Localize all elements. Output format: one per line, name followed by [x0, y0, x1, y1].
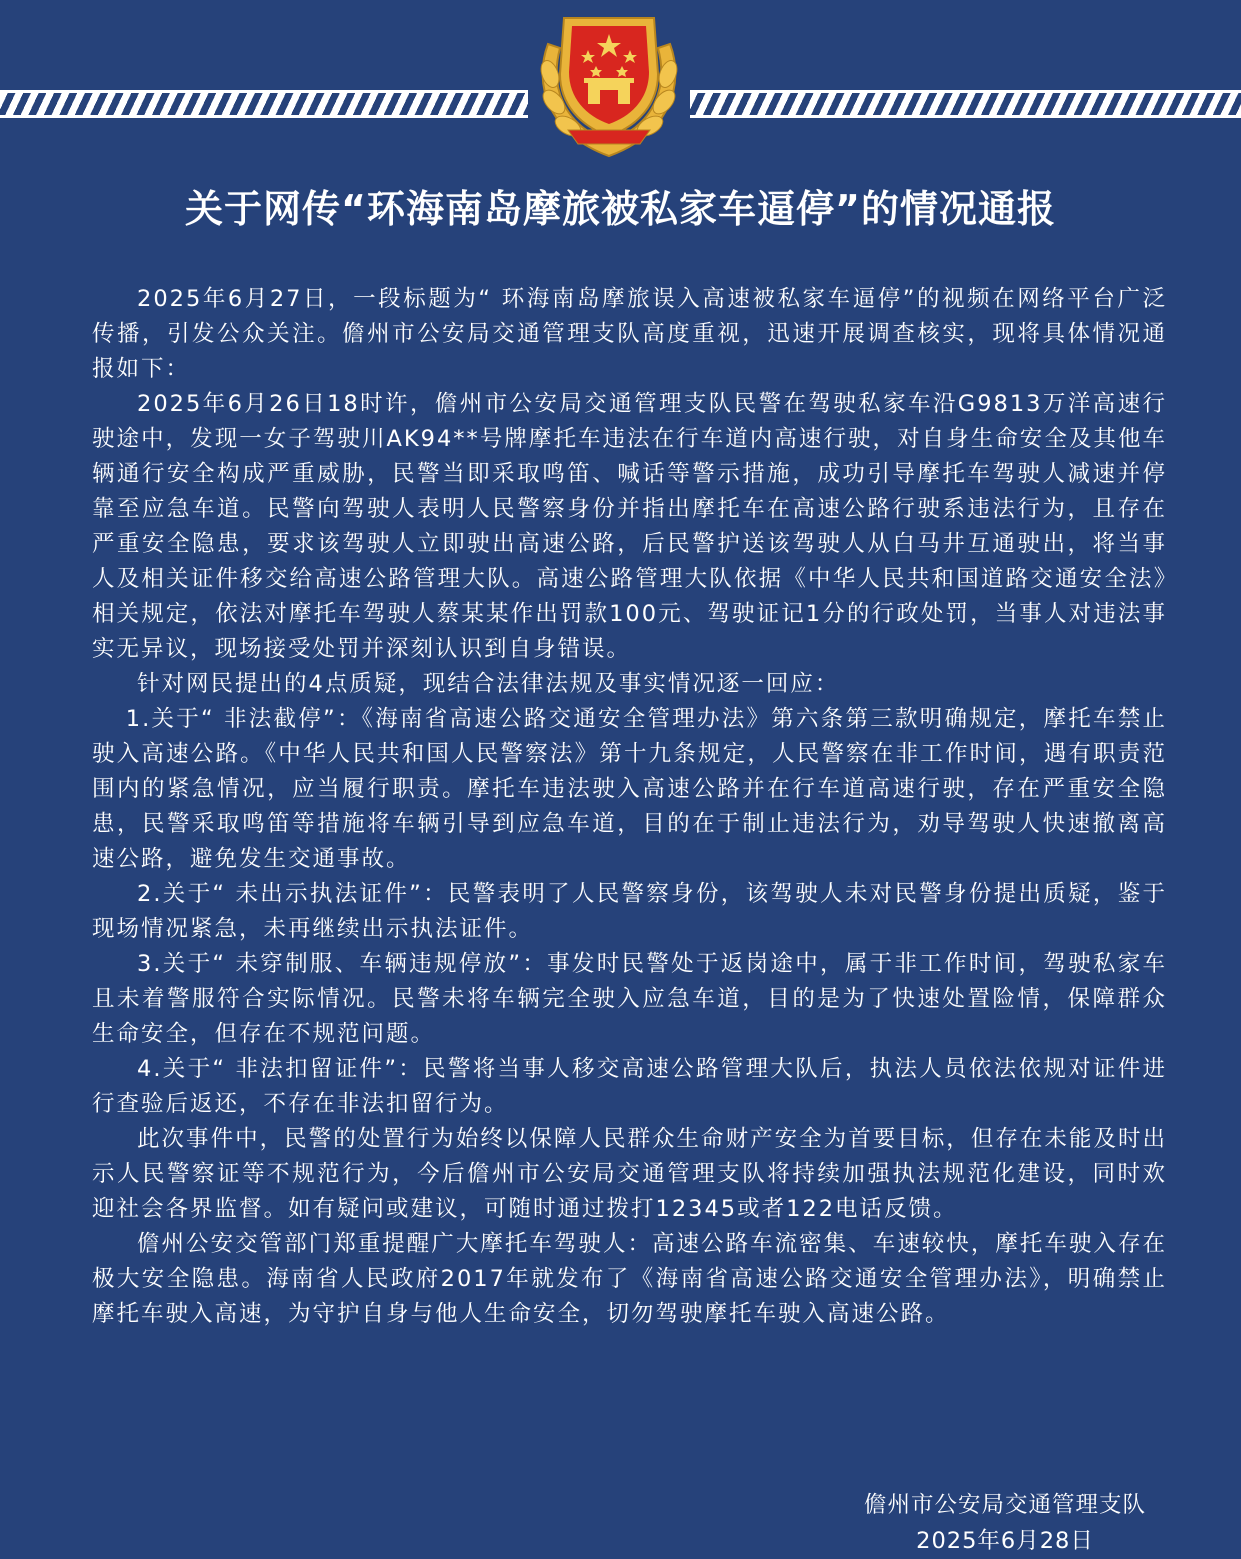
- page-title: 关于网传“环海南岛摩旅被私家车逼停”的情况通报: [185, 187, 1056, 231]
- signature-date: 2025年6月28日: [916, 1528, 1094, 1554]
- decorative-band-right: [690, 90, 1241, 118]
- response-item-4: 4.关于“ 非法扣留证件”：民警将当事人移交高速公路管理大队后，执法人员依法依规对证件进行查验后返还，不存在非法扣留行为。: [92, 1056, 1167, 1117]
- paragraph-reminder: 儋州公安交管部门郑重提醒广大摩托车驾驶人：高速公路车流密集、车速较快，摩托车驶入存在极大安全隐患。海南省人民政府2017年就发布了《海南省高速公路交通安全管理办法》，明确禁止摩托车驶入高速，为守护自身与他人生命安全，切勿驾驶摩托车驶入高速公路。: [92, 1231, 1167, 1327]
- police-emblem-icon: [528, 4, 690, 162]
- notice-body: [92, 282, 1167, 1332]
- paragraph-intro: 2025年6月27日，一段标题为“ 环海南岛摩旅误入高速被私家车逼停”的视频在网络平台广泛传播，引发公众关注。儋州市公安局交通管理支队高度重视，迅速开展调查核实，现将具体情况通报如下：: [92, 286, 1167, 382]
- signature-org: 儋州市公安局交通管理支队: [863, 1492, 1146, 1518]
- signature-block: [864, 1487, 1146, 1559]
- response-item-2: 2.关于“ 未出示执法证件”：民警表明了人民警察身份，该驾驶人未对民警身份提出质疑，鉴于现场情况紧急，未再继续出示执法证件。: [92, 881, 1167, 942]
- response-item-1: 1.关于“ 非法截停”：《海南省高速公路交通安全管理办法》第六条第三款明确规定，摩托车禁止驶入高速公路。《中华人民共和国人民警察法》第十九条规定，人民警察在非工作时间，遇有职责范围内的紧急情况，应当履行职责。摩托车违法驶入高速公路并在行车道高速行驶，存在严重安全隐患，民警采取鸣笛等措施将车辆引导到应急车道，目的在于制止违法行为，劝导驾驶人快速撤离高速公路，避免发生交通事故。: [92, 706, 1167, 872]
- response-item-3: 3.关于“ 未穿制服、车辆违规停放”：事发时民警处于返岗途中，属于非工作时间，驾驶私家车且未着警服符合实际情况。民警未将车辆完全驶入应急车道，目的是为了快速处置险情，保障群众生命安全，但存在不规范问题。: [92, 951, 1167, 1047]
- paragraph-incident: 2025年6月26日18时许，儋州市公安局交通管理支队民警在驾驶私家车沿G9813万洋高速行驶途中，发现一女子驾驶川AK94**号牌摩托车违法在行车道内高速行驶，对自身生命安全及其他车辆通行安全构成严重威胁，民警当即采取鸣笛、喊话等警示措施，成功引导摩托车驾驶人减速并停靠至应急车道。民警向驾驶人表明人民警察身份并指出摩托车在高速公路行驶系违法行为，且存在严重安全隐患，要求该驾驶人立即驶出高速公路，后民警护送该驾驶人从白马井互通驶出，将当事人及相关证件移交给高速公路管理大队。高速公路管理大队依据《中华人民共和国道路交通安全法》相关规定，依法对摩托车驾驶人蔡某某作出罚款100元、驾驶证记1分的行政处罚，当事人对违法事实无异议，现场接受处罚并深刻认识到自身错误。: [92, 391, 1167, 662]
- decorative-band-left: [0, 90, 528, 118]
- paragraph-response-intro: 针对网民提出的4点质疑，现结合法律法规及事实情况逐一回应：: [137, 671, 840, 697]
- paragraph-conclusion: 此次事件中，民警的处置行为始终以保障人民群众生命财产安全为首要目标，但存在未能及时出示人民警察证等不规范行为，今后儋州市公安局交通管理支队将持续加强执法规范化建设，同时欢迎社会各界监督。如有疑问或建议，可随时通过拨打12345或者122电话反馈。: [92, 1126, 1167, 1222]
